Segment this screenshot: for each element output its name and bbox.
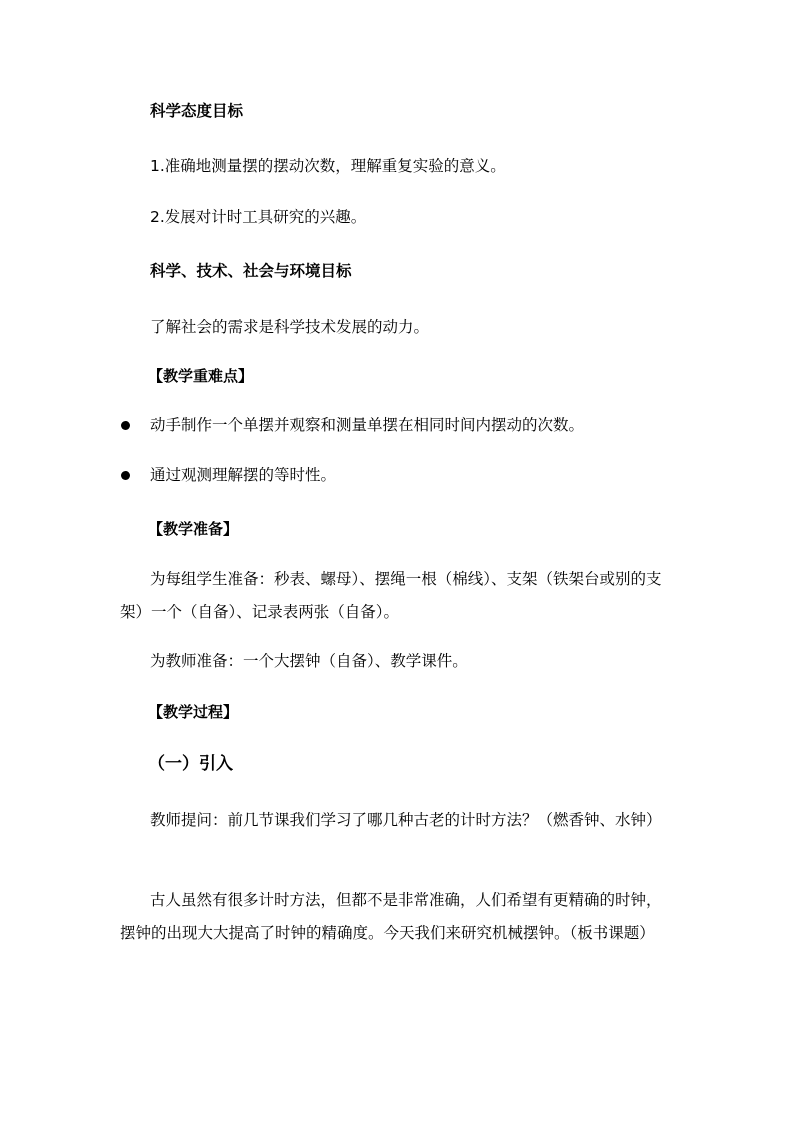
bullet-item — [0, 415, 794, 437]
preparation-teacher: 为教师准备：一个大摆钟（自备）、教学课件。 — [150, 652, 468, 670]
bullet-item — [0, 465, 794, 487]
bullet-dot-icon — [121, 471, 130, 480]
bullet-dot-icon — [121, 421, 130, 430]
intro-text: 古人虽然有很多计时方法，但都不是非常准确，人们希望有更精确的时钟，摆钟的出现大大提高了时钟的精确度。今天我们来研究机械摆钟。（板书课题） — [120, 891, 662, 942]
attitude-goal-item-2: 2.发展对计时工具研究的兴趣。 — [150, 208, 367, 226]
attitude-goal-heading: 科学态度目标 — [150, 102, 244, 120]
sts-goal-heading: 科学、技术、社会与环境目标 — [150, 262, 352, 280]
intro-question: 教师提问：前几节课我们学习了哪几种古老的计时方法？（燃香钟、水钟） — [150, 811, 662, 829]
bullet-text: 动手制作一个单摆并观察和测量单摆在相同时间内摆动的次数。 — [150, 416, 585, 434]
key-points-heading: 【教学重难点】 — [148, 367, 254, 385]
preparation-heading: 【教学准备】 — [148, 520, 239, 538]
process-heading: 【教学过程】 — [148, 703, 239, 721]
preparation-students: 为每组学生准备：秒表、螺母）、摆绳一根（棉线）、支架（铁架台或别的支架）一个（自备）、记录表两张（自备）。 — [120, 570, 662, 621]
attitude-goal-item-1: 1.准确地测量摆的摆动次数，理解重复实验的意义。 — [150, 157, 506, 175]
intro-heading: （一）引入 — [148, 754, 233, 774]
bullet-text: 通过观测理解摆的等时性。 — [150, 466, 337, 484]
sts-goal-text: 了解社会的需求是科学技术发展的动力。 — [150, 318, 430, 336]
